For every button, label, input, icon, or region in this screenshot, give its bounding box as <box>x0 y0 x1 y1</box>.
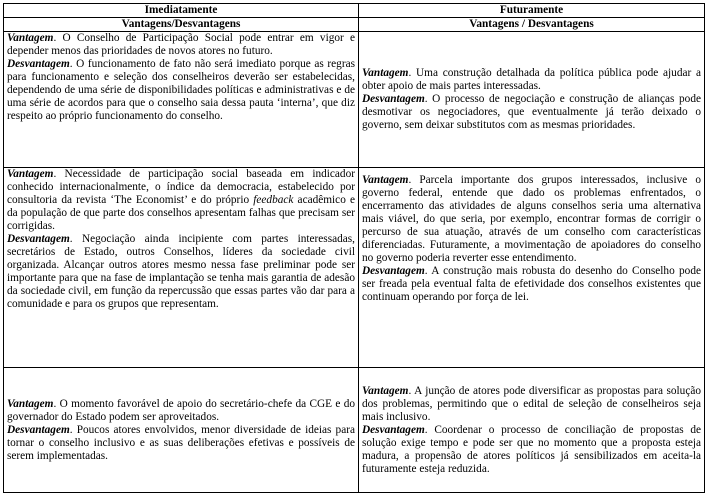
disadvantage-paragraph: Desvantagem. O funcionamento de fato não será imediato porque as regras para funcionamento e seleção dos conselheiros deverão ser estabelecidas, dependendo de uma série de disponibilidades políticas e administrativas e de uma série de acordos para que o conselho saia dessa pauta ‘interna’, que diz respeito ao próprio funcionamento do conselho. <box>7 58 355 122</box>
disadvantage-label: Desvantagem <box>7 233 70 245</box>
table-row <box>4 32 705 168</box>
advantage-paragraph: Vantagem. Parcela importante dos grupos interessados, inclusive o governo federal, entende que dado os problemas enfrentados, o encerramento das atividades de alguns conselhos seria uma alternativa mais viável, do que seria, por exemplo, encontrar formas de corrigir o percurso de sua atuação, através de um conselho com características diferenciadas. Futuramente, a movimentação de apoiadores do conselho no governo poderia reverter esse entendimento. <box>362 174 701 264</box>
advantage-label: Vantagem <box>7 32 54 44</box>
disadvantage-label: Desvantagem <box>7 58 70 70</box>
col2-subtitle: Vantagens / Desvantagens <box>359 18 705 32</box>
cell-future-3 <box>359 368 705 493</box>
cell-future-2 <box>359 168 705 368</box>
advantage-paragraph: Vantagem. Uma construção detalhada da política pública pode ajudar a obter apoio de mais partes interessadas. <box>362 67 701 92</box>
disadvantage-paragraph: Desvantagem. Coordenar o processo de conciliação de propostas de solução exige tempo e pode ser que no momento que a proposta esteja madura, a propensão de atores políticos já sensibilizados em aceita-la futuramente esteja reduzida. <box>362 423 701 475</box>
col2-title: Futuramente <box>359 4 705 18</box>
col1-title: Imediatamente <box>4 4 359 18</box>
cell-immediate-1 <box>4 32 359 168</box>
advantage-label: Vantagem <box>362 384 409 397</box>
table-row <box>4 168 705 368</box>
disadvantage-paragraph: Desvantagem. Negociação ainda incipiente com partes interessadas, secretários de Estado, outros Conselhos, líderes da sociedade civil organizada. Alcançar outros atores mesmo nessa fase preliminar pode ser importante para que na fase de implantação se tenha mais garantia de adesão da sociedade civil, em função da repercussão que essas partes vão dar para a comunidade e para os grupos que representam. <box>7 233 355 310</box>
disadvantage-paragraph: Desvantagem. O processo de negociação e construção de alianças pode desmotivar os negociadores, que eventualmente já terão deixado o governo, sem deixar substitutos com as mesmas prioridades. <box>362 93 701 131</box>
advantage-label: Vantagem <box>362 174 409 186</box>
advantage-label: Vantagem <box>7 168 54 180</box>
cell-immediate-2 <box>4 168 359 368</box>
table-row <box>4 368 705 493</box>
col1-subtitle: Vantagens/Desvantagens <box>4 18 359 32</box>
disadvantage-label: Desvantagem <box>362 423 425 436</box>
disadvantage-label: Desvantagem <box>7 423 70 436</box>
advantage-paragraph: Vantagem. Necessidade de participação social baseada em indicador conhecido internacionalmente, o índice da democracia, estabelecido por consultoria da revista ‘The Economist’ e do próprio feedback acadêmico e da população de que parte dos conselhos apresentam falhas que precisam ser corrigidas. <box>7 168 355 232</box>
disadvantage-label: Desvantagem <box>362 265 425 277</box>
subheader-row <box>4 18 705 32</box>
disadvantage-paragraph: Desvantagem. A construção mais robusta do desenho do Conselho pode ser freada pela eventual falta de efetividade dos conselhos existentes que continuam operando por força de lei. <box>362 265 701 303</box>
header-row <box>4 4 705 18</box>
cell-future-1 <box>359 32 705 168</box>
advantage-paragraph: Vantagem. O Conselho de Participação Social pode entrar em vigor e depender menos das prioridades de novos atores no futuro. <box>7 32 355 57</box>
advantage-paragraph: Vantagem. A junção de atores pode diversificar as propostas para solução dos problemas, permitindo que o edital de seleção de conselheiros seja mais inclusivo. <box>362 384 701 423</box>
comparison-table <box>3 3 705 493</box>
advantage-paragraph: Vantagem. O momento favorável de apoio do secretário-chefe da CGE e do governador do Estado podem ser aproveitados. <box>7 397 355 423</box>
advantage-label: Vantagem <box>7 397 54 410</box>
cell-immediate-3 <box>4 368 359 493</box>
disadvantage-label: Desvantagem <box>362 93 425 105</box>
advantage-label: Vantagem <box>362 67 409 79</box>
disadvantage-paragraph: Desvantagem. Poucos atores envolvidos, menor diversidade de ideias para tornar o conselho inclusivo e as suas deliberações efetivas e possíveis de serem implementadas. <box>7 423 355 462</box>
